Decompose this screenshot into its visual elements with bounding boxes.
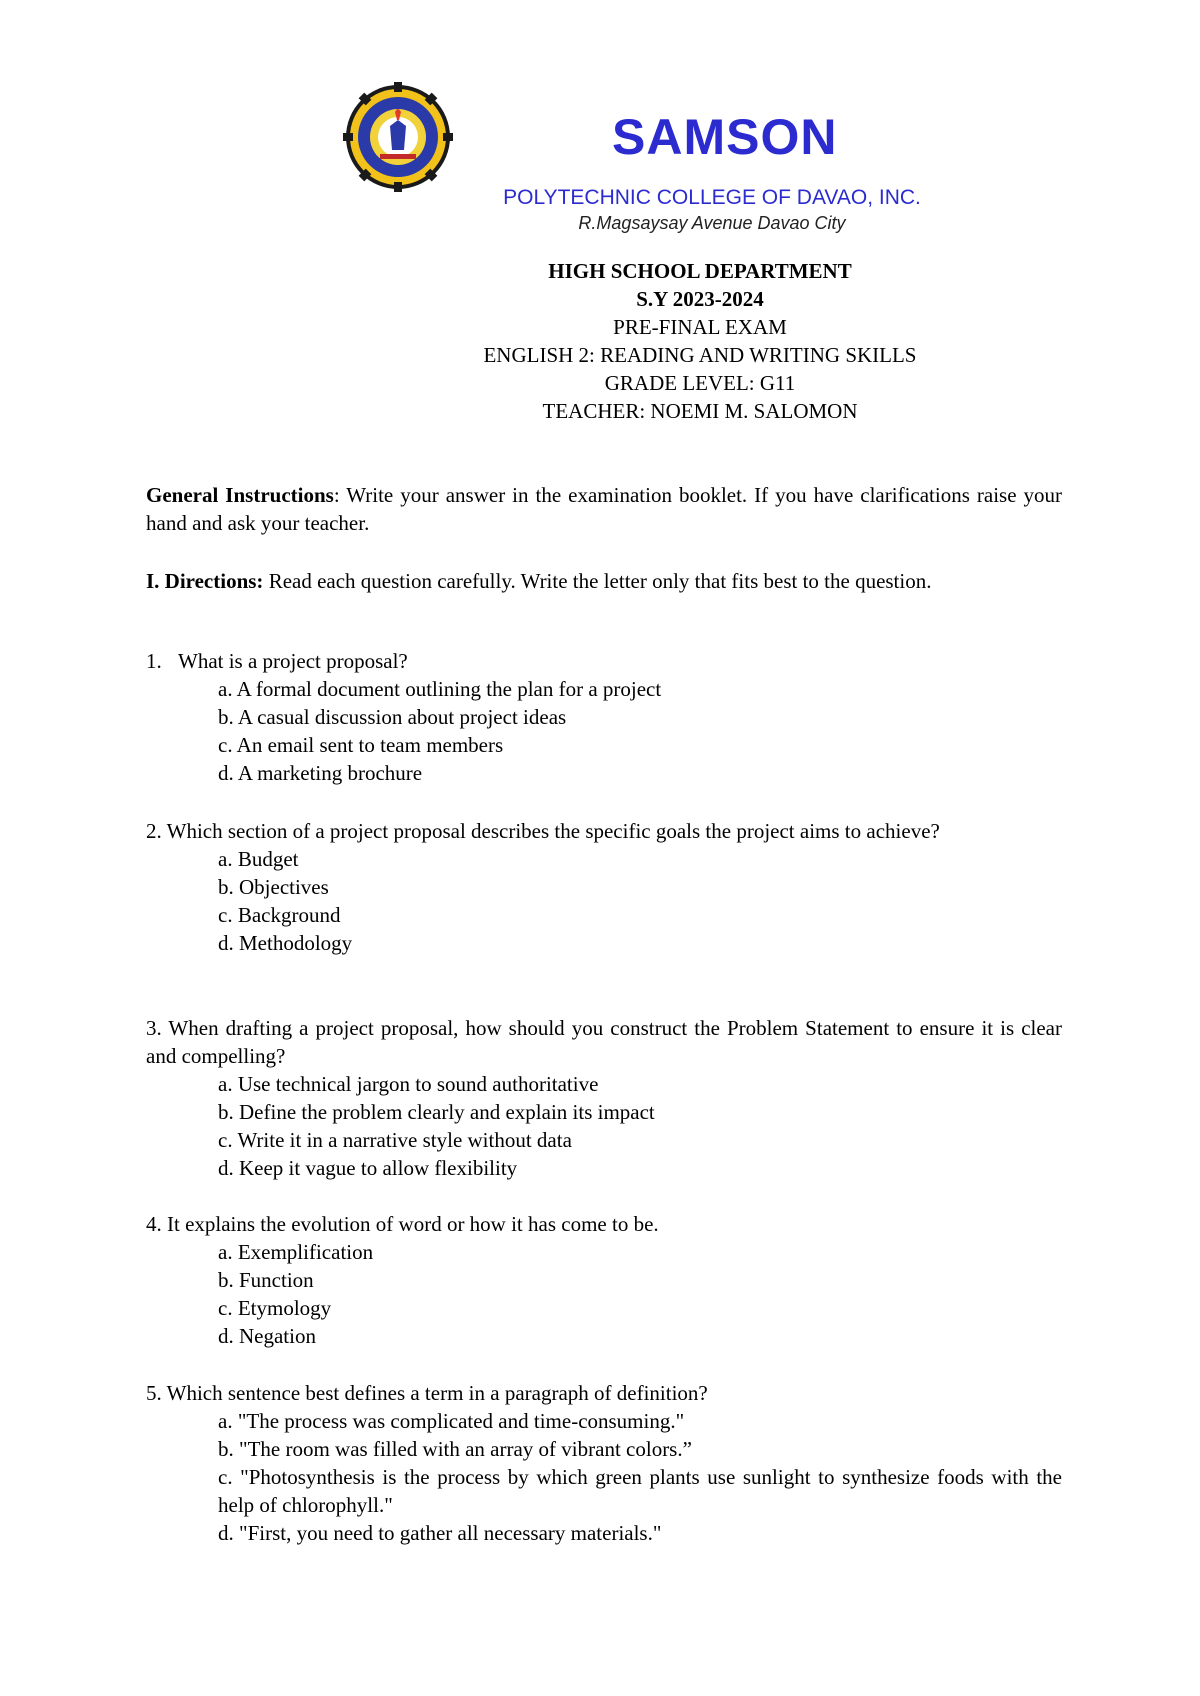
choice-a: a. Use technical jargon to sound authoritative xyxy=(218,1072,599,1096)
choice-c: c. Background xyxy=(218,903,341,927)
exam-title: PRE-FINAL EXAM xyxy=(613,315,787,339)
choice-list xyxy=(218,675,1062,787)
choice-list xyxy=(218,1407,1062,1547)
question-text: What is a project proposal? xyxy=(178,649,408,673)
choice-a: a. Budget xyxy=(218,847,299,871)
school-year: S.Y 2023-2024 xyxy=(636,287,764,311)
choice-d: d. Keep it vague to allow flexibility xyxy=(218,1156,518,1180)
question-number: 4. xyxy=(146,1212,162,1236)
question-text: Which section of a project proposal describes the specific goals the project aims to achieve? xyxy=(166,819,940,843)
choice-list xyxy=(218,1238,1062,1350)
question-4 xyxy=(146,1210,1062,1350)
question-3 xyxy=(146,1014,1062,1182)
instructions-label: General Instructions xyxy=(146,483,334,507)
school-logo xyxy=(343,82,453,192)
school-name: SAMSON xyxy=(612,109,838,165)
choice-c: c. "Photosynthesis is the process by which green plants use sunlight to synthesize foods with the help of chlorophyll." xyxy=(218,1465,1062,1517)
choice-c: c. An email sent to team members xyxy=(218,733,504,757)
question-5 xyxy=(146,1379,1062,1547)
question-number: 5. xyxy=(146,1381,162,1405)
choice-list xyxy=(218,1070,1062,1182)
question-number: 2. xyxy=(146,819,162,843)
choice-c: c. Write it in a narrative style without data xyxy=(218,1128,572,1152)
choice-a: a. Exemplification xyxy=(218,1240,374,1264)
teacher-name: TEACHER: NOEMI M. SALOMON xyxy=(542,399,858,423)
choice-b: b. "The room was filled with an array of vibrant colors.” xyxy=(218,1437,692,1461)
directions xyxy=(146,567,1062,595)
question-number: 1. xyxy=(146,649,162,673)
general-instructions xyxy=(146,481,1062,537)
question-text: Which sentence best defines a term in a paragraph of definition? xyxy=(166,1381,708,1405)
choice-b: b. Define the problem clearly and explain its impact xyxy=(218,1100,655,1124)
choice-c: c. Etymology xyxy=(218,1296,332,1320)
grade-level: GRADE LEVEL: G11 xyxy=(604,371,796,395)
directions-text: Read each question carefully. Write the letter only that fits best to the question. xyxy=(263,569,932,593)
choice-b: b. Objectives xyxy=(218,875,329,899)
department-heading: HIGH SCHOOL DEPARTMENT xyxy=(548,259,852,283)
choice-d: d. Methodology xyxy=(218,931,353,955)
question-number: 3. xyxy=(146,1016,162,1040)
choice-d: d. Negation xyxy=(218,1324,316,1348)
question-2 xyxy=(146,817,1062,957)
choice-a: a. "The process was complicated and time-consuming." xyxy=(218,1409,685,1433)
question-text: It explains the evolution of word or how it has come to be. xyxy=(167,1212,659,1236)
question-1 xyxy=(146,647,1062,787)
choice-b: b. A casual discussion about project ideas xyxy=(218,705,567,729)
school-address: R.Magsaysay Avenue Davao City xyxy=(578,213,846,233)
directions-label: I. Directions: xyxy=(146,569,264,593)
school-subtitle: POLYTECHNIC COLLEGE OF DAVAO, INC. xyxy=(503,186,921,209)
choice-a: a. A formal document outlining the plan for a project xyxy=(218,677,662,701)
choice-d: d. "First, you need to gather all necessary materials." xyxy=(218,1521,662,1545)
instructions-text: : Write your answer in the examination booklet. If you have clarifications raise your hand and ask your teacher. xyxy=(146,483,1063,535)
question-text: When drafting a project proposal, how should you construct the Problem Statement to ensure it is clear and compelling? xyxy=(146,1016,1062,1068)
subject-title: ENGLISH 2: READING AND WRITING SKILLS xyxy=(483,343,917,367)
choice-b: b. Function xyxy=(218,1268,314,1292)
choice-d: d. A marketing brochure xyxy=(218,761,423,785)
choice-list xyxy=(218,845,1062,957)
